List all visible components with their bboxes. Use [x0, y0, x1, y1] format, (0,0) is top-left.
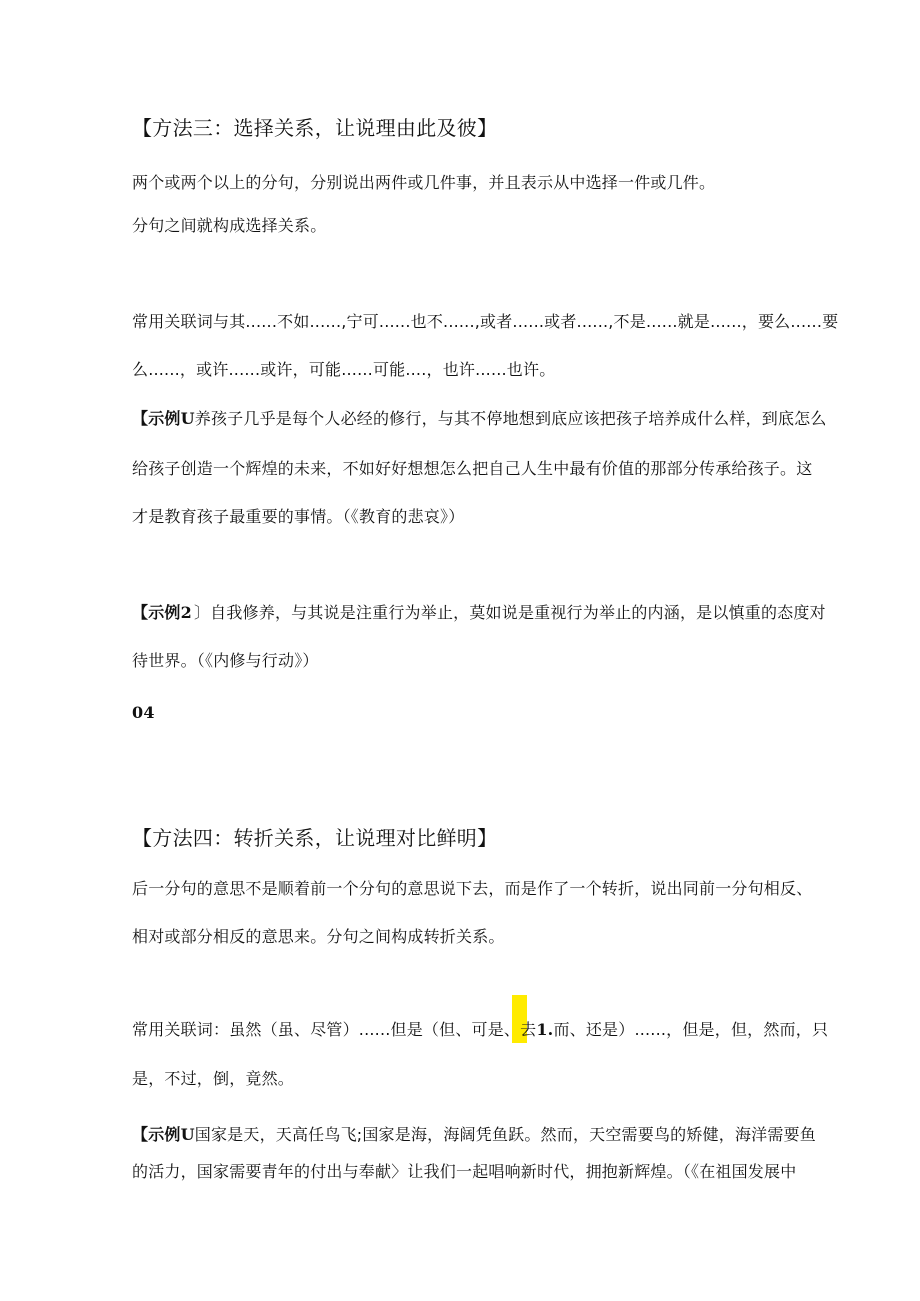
highlighted-number: 1.	[536, 1020, 554, 1039]
example-1-label: 【示例U	[132, 409, 195, 428]
method-three-example-1-line-2: 给孩子创造一个辉煌的未来，不如好好想想怎么把自己人生中最有价值的那部分传承给孩子。这	[132, 459, 813, 478]
method-three-description-line-2: 分句之间就构成选择关系。	[132, 216, 327, 235]
conjunctions-text-part-2: 而、还是）......，但是，但，然而，只	[553, 1020, 829, 1039]
method-four-example-1-line-2: 的活力，国家需要青年的付出与奉献〉让我们一起唱响新时代，拥抱新辉煌。（《在祖国发展中	[132, 1162, 797, 1181]
conjunctions-text-part-1: 常用关联词：虽然（虽、尽管）......但是（但、可是、去	[132, 1020, 537, 1039]
method-three-description-line-1: 两个或两个以上的分句，分别说出两件或几件事，并且表示从中选择一件或几件。	[132, 173, 716, 192]
method-four-description-line-2: 相对或部分相反的意思来。分句之间构成转折关系。	[132, 927, 505, 946]
method-three-example-1-line-3: 才是教育孩子最重要的事情。（《教育的悲哀》）	[132, 507, 465, 526]
method-four-title: 【方法四：转折关系，让说理对比鲜明】	[132, 826, 498, 850]
example-1-text: 养孩子几乎是每个人必经的修行，与其不停地想到底应该把孩子培养成什么样，到底怎么	[194, 409, 827, 428]
method-three-title: 【方法三：选择关系，让说理由此及彼】	[132, 116, 498, 140]
example-1-label: 【示例U	[132, 1125, 195, 1144]
method-four-conjunctions-line-1	[132, 1020, 828, 1040]
method-three-example-1-line-1	[132, 409, 827, 429]
method-three-example-2-line-1	[132, 603, 826, 623]
method-three-conjunctions-line-1: 常用关联词与其......不如......,宁可......也不......,或者......或者......,不是......就是......，要么......要	[132, 312, 839, 331]
method-three-conjunctions-line-2: 么......，或许......或许，可能......可能....，也许......也许。	[132, 360, 556, 379]
example-2-label: 【示例2	[132, 603, 192, 622]
method-four-example-1-line-1	[132, 1125, 816, 1145]
example-1-text: 国家是天，天高任鸟飞;国家是海，海阔凭鱼跃。然而，天空需要鸟的矫健，海洋需要鱼	[194, 1125, 816, 1144]
example-2-text: 〕自我修养，与其说是注重行为举止，莫如说是重视行为举止的内涵，是以慎重的态度对	[193, 603, 826, 622]
method-four-conjunctions-line-2: 是，不过，倒，竟然。	[132, 1069, 295, 1088]
method-three-example-2-line-2: 待世界。（《内修与行动》）	[132, 651, 319, 670]
method-four-description-line-1: 后一分句的意思不是顺着前一个分句的意思说下去，而是作了一个转折，说出同前一分句相反、	[132, 879, 813, 898]
section-number: 04	[132, 703, 155, 722]
